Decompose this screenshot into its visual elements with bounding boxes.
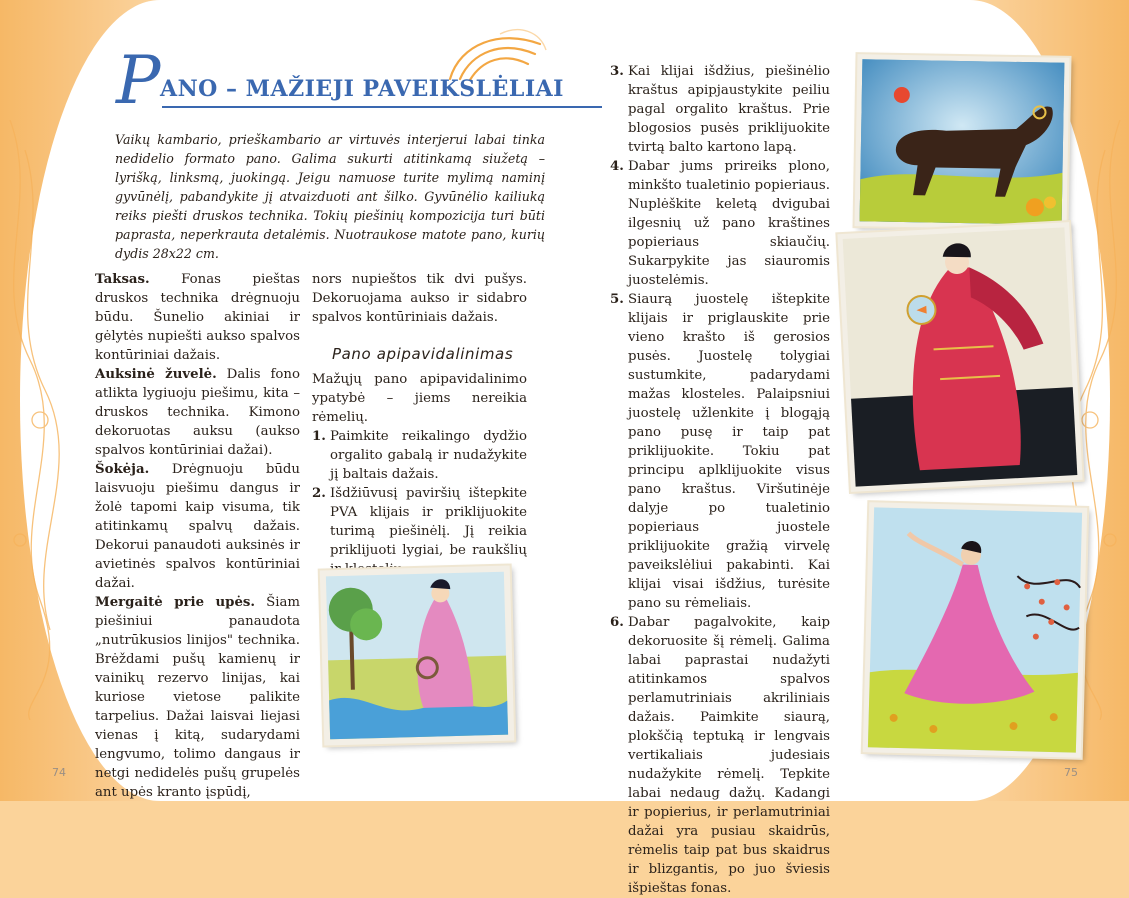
intro-paragraph: Vaikų kambario, prieškambario ar virtuvės interjerui labai tinka nedidelio formato pano. Galima sukurti atitinkamą siužetą – lyrišką, linksmą, juokingą. Jeigu namuose turite mylimą naminį gyvūnėlį, pabandykite jį atvaizduoti ant šilko. Gyvūnėlio kailiuką reiks piešti druskos technika. Tokių piešinių kompozicija turi būti paprasta, neperkrauta detalėmis. Nuotraukose matote pano, kurių dydis 28x22 cm. [115,132,545,261]
step-number: 6. [610,615,624,630]
paragraph-taksas [95,270,300,365]
step-text: Dabar pagalvokite, kaip dekoruosite šį rėmelį. Galima labai paprastai nudažyti atitinkamos spalvos perlamutriniais akriliniais dažais. Paimkite siaurą, plokščią teptuką ir lengvais vertikaliais judesiais nudažykite rėmelį. Tepkite labai nedaug dažų. Kadangi ir popierius, ir perlamutriniai dažai yra pusiau skaidrūs, rėmelis taip pat bus skaidrus ir blizgantis, po juo šviesis išpieštas fonas. [628,615,830,896]
page-number-right: 75 [1064,766,1078,779]
step-number: 1. [312,429,326,444]
step-text: Siaurą juostelę ištepkite klijais ir priglauskite prie vieno krašto iš gerosios pusės. Juostelę tolygiai sustumkite, padarydami mažas klosteles. Palaipsniui juostelę užlenkite į blogąją pano pusę ir taip pat priklijuokite. Tokiu pat principu aplklijuokite visus pano kraštus. Viršutinėje dalyje po tualetinio popieriaus juostele priklijuokite gražią virvelę paveikslėliui pakabinti. Kai klijai visai išdžius, turėsite pano su rėmeliais. [628,292,830,611]
list-item [610,613,830,898]
column-middle [312,270,527,579]
step-text: Paimkite reikalingo dydžio orgalito gabalą ir nudažykite jį baltais dažais. [330,429,527,482]
paragraph-heading: Mergaitė prie upės. [95,595,256,610]
title-initial: P [116,42,161,119]
step-number: 2. [312,486,326,501]
list-item [610,62,830,157]
paragraph-sokeja [95,460,300,593]
step-text: Kai klijai išdžius, piešinėlio kraštus apipjaustykite peiliu pagal orgalito kraštus. Prie blogosios pusės priklijuokite tvirtą balto kartono lapą. [628,64,830,155]
page-title [116,42,564,124]
column-right [610,62,830,898]
title-underline [162,106,602,108]
list-item [312,484,527,579]
steps-list [312,427,527,579]
decorative-swirl-left [0,120,60,720]
image-taksas [855,54,1070,230]
list-item [610,157,830,290]
section-subheading: Pano apipavidalinimas [332,345,514,363]
paragraph-text: Fonas pieštas druskos technika drėgnuoju būdu. Šunelio akiniai ir gėlytės nupiešti aukso spalvos kontūriniai dažais. [95,272,300,363]
list-item [312,427,527,484]
paragraph-auksine-zuvele [95,365,300,460]
paragraph-text: Dalis fono atlikta lygiuoju piešimu, kita – druskos technika. Kimono dekoruotas auksu (aukso spalvos kontūriniai dažai). [95,367,300,458]
title-text: ANO – MAŽIEJI PAVEIKSLĖLIAI [160,76,564,102]
image-auksine-zuvele [837,222,1082,492]
image-mergaite-prie-upes [320,566,515,746]
paragraph-heading: Taksas. [95,272,150,287]
paragraph-mergaite [95,593,300,802]
step-number: 5. [610,292,624,307]
list-item [610,290,830,613]
image-sokeja [863,502,1087,758]
paragraph-heading: Auksinė žuvelė. [95,367,217,382]
step-number: 4. [610,159,624,174]
paragraph-heading: Šokėja. [95,462,150,477]
step-number: 3. [610,64,624,79]
paragraph-text: Šiam piešiniui panaudota „nutrūkusios linijos" technika. Brėždami pušų kamienų ir vainikų rezervo linijas, kai kuriose vietose palikite tarpelius. Dažai laisvai liejasi vienas į kitą, sudarydami lengvumo, tolimo dangaus ir netgi nedidelės pušų grupelės ant upės kranto įspūdį, [95,595,300,800]
step-text: Išdžiūvusį paviršių ištepkite PVA klijais ir priklijuokite turimą piešinėlį. Jį reikia priklijuoti lygiai, be raukšlių [330,486,527,558]
paragraph-continuation: nors nupieštos tik dvi pušys. Dekoruojama aukso ir sidabro spalvos kontūriniais dažais. [312,272,527,325]
steps-list-continued [610,62,830,898]
section-lead: Mažųjų pano apipavidalinimo ypatybė – jiems nereikia rėmelių. [312,372,527,425]
step-text: Dabar jums prireiks plono, minkšto tualetinio popieriaus. Nuplėškite keletą dvigubai ilgesnių už pano kraštines popieriaus skiaučių. Sukarpykite jas siauromis juostelėmis. [628,159,830,288]
page-number-left: 74 [52,766,66,779]
paragraph-text: Drėgnuoju būdu laisvuoju piešimu dangus ir žolė tapomi kaip visuma, tik atitinkamų spalvų dažais. Dekorui panaudoti auksinės ir avietinės spalvos kontūriniai dažai. [95,462,300,591]
column-left [95,270,300,802]
